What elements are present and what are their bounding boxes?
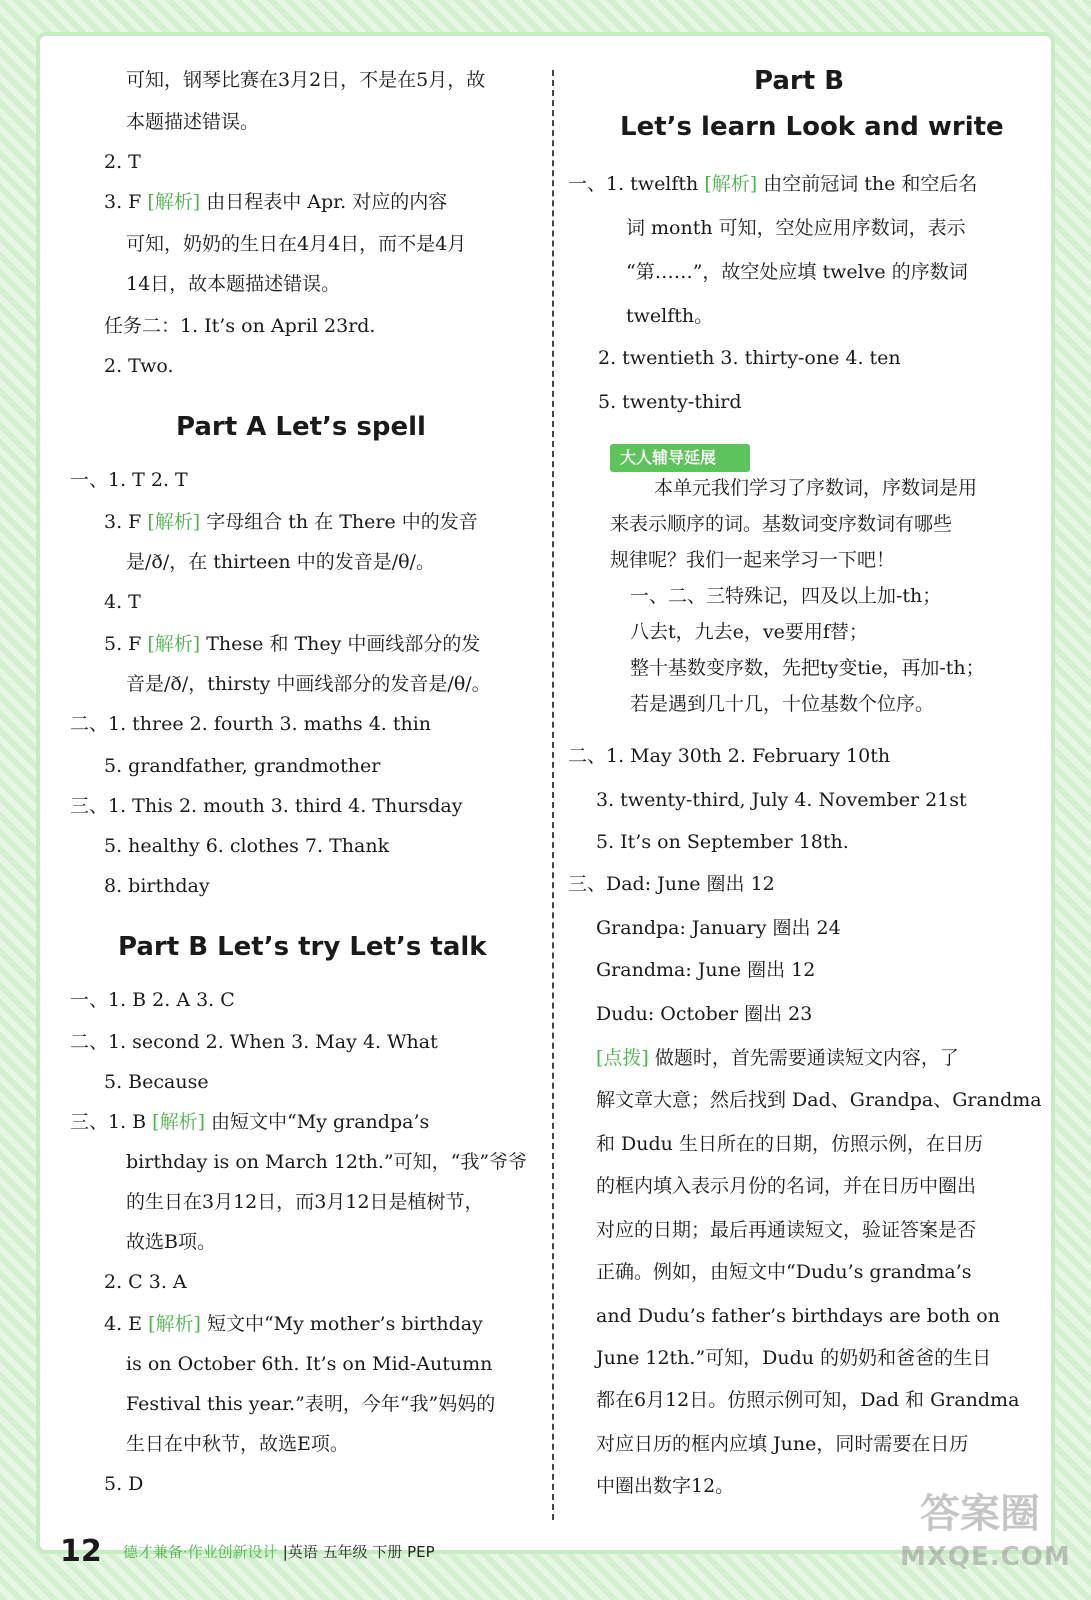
right-answer-line: 中圈出数字12。	[596, 1475, 735, 1497]
left-answer-line: 一、1. B 2. A 3. C	[70, 989, 235, 1011]
page-number: 12	[60, 1534, 102, 1569]
right-answer-line: June 12th.”可知，Dudu 的奶奶和爸爸的生日	[596, 1347, 992, 1369]
right-answer-line: 2. twentieth 3. thirty-one 4. ten	[598, 347, 901, 369]
right-answer-line: 5. It’s on September 18th.	[596, 831, 849, 853]
right-answer-line: 对应的日期；最后再通读短文，验证答案是否	[596, 1219, 977, 1241]
left-answer-line: 8. birthday	[104, 875, 210, 897]
right-heading: Part B	[754, 66, 845, 96]
right-answer-line: 本单元我们学习了序数词，序数词是用	[654, 477, 978, 499]
left-answer-line: 任务二：1. It’s on April 23rd.	[104, 315, 376, 337]
right-answer-line: 的框内填入表示月份的名词，并在日历中圈出	[596, 1175, 977, 1197]
left-heading: Part A Let’s spell	[176, 412, 426, 442]
left-answer-line: 二、1. second 2. When 3. May 4. What	[70, 1031, 438, 1053]
left-answer-line: 2. T	[104, 151, 141, 173]
right-answer-line: 和 Dudu 生日所在的日期，仿照示例，在日历	[596, 1133, 983, 1155]
right-answer-line: 都在6月12日。仿照示例可知，Dad 和 Grandma	[596, 1389, 1020, 1411]
left-answer-line: 是/ð/，在 thirteen 中的发音是/θ/。	[126, 551, 435, 573]
right-answer-line: twelfth。	[626, 305, 714, 327]
analysis-tag: [点拨]	[596, 1047, 649, 1069]
column-divider	[552, 70, 554, 1520]
right-answer-line: 规律呢？我们一起来学习一下吧！	[610, 549, 896, 571]
right-answer-line: Dudu: October 圈出 23	[596, 1003, 813, 1025]
right-heading: Let’s learn Look and write	[620, 112, 1004, 142]
left-answer-line: 的生日在3月12日，而3月12日是植树节，	[126, 1191, 484, 1213]
left-answer-line: Festival this year.”表明，今年“我”妈妈的	[126, 1393, 496, 1415]
left-answer-line: birthday is on March 12th.”可知，“我”爷爷	[126, 1151, 528, 1173]
watermark-text: 答案圈	[920, 1491, 1040, 1537]
analysis-tag: [解析]	[152, 1111, 205, 1133]
left-answer-line: is on October 6th. It’s on Mid-Autumn	[126, 1353, 493, 1375]
right-answer-line: 二、1. May 30th 2. February 10th	[568, 745, 891, 767]
analysis-tag: [解析]	[148, 1313, 201, 1335]
right-answer-line: Grandpa: January 圈出 24	[596, 917, 841, 939]
left-heading: Part B Let’s try Let’s talk	[118, 932, 487, 962]
left-answer-line: 2. Two.	[104, 355, 174, 377]
left-answer-line: 3. F [解析] 字母组合 th 在 There 中的发音	[104, 511, 478, 533]
left-answer-line: 3. F [解析] 由日程表中 Apr. 对应的内容	[104, 191, 448, 213]
footer-course: |英语 五年级 下册 PEP	[282, 1543, 435, 1561]
right-answer-line: 一、二、三特殊记，四及以上加-th；	[630, 585, 942, 607]
left-answer-line: 5. D	[104, 1473, 144, 1495]
left-answer-line: 4. E [解析] 短文中“My mother’s birthday	[104, 1313, 483, 1335]
tutor-extension-badge: 大人辅导延展	[610, 444, 750, 472]
right-answer-line: 一、1. twelfth [解析] 由空前冠词 the 和空后名	[568, 173, 978, 195]
watermark-url: MXQE.COM	[900, 1542, 1071, 1572]
right-answer-line: 词 month 可知，空处应用序数词，表示	[626, 217, 966, 239]
right-answer-line: and Dudu’s father’s birthdays are both on	[596, 1305, 1000, 1327]
right-answer-line: 若是遇到几十几，十位基数个位序。	[630, 693, 935, 715]
right-answer-line: 来表示顺序的词。基数词变序数词有哪些	[610, 513, 953, 535]
right-answer-line: 正确。例如，由短文中“Dudu’s grandma’s	[596, 1261, 972, 1283]
left-answer-line: 5. healthy 6. clothes 7. Thank	[104, 835, 390, 857]
right-answer-line: 解文章大意；然后找到 Dad、Grandpa、Grandma	[596, 1089, 1042, 1111]
left-answer-line: 本题描述错误。	[126, 111, 260, 133]
left-answer-line: 5. F [解析] These 和 They 中画线部分的发	[104, 633, 481, 655]
left-answer-line: 4. T	[104, 591, 141, 613]
left-answer-line: 二、1. three 2. fourth 3. maths 4. thin	[70, 713, 432, 735]
left-answer-line: 三、1. B [解析] 由短文中“My grandpa’s	[70, 1111, 430, 1133]
left-answer-line: 音是/ð/，thirsty 中画线部分的发音是/θ/。	[126, 673, 491, 695]
left-answer-line: 生日在中秋节，故选E项。	[126, 1433, 349, 1455]
right-answer-line: 三、Dad: June 圈出 12	[568, 873, 775, 895]
right-answer-line: “第……”，故空处应填 twelve 的序数词	[626, 261, 968, 283]
footer-brand: 德才兼备·作业创新设计	[122, 1543, 278, 1561]
left-answer-line: 14日，故本题描述错误。	[126, 273, 341, 295]
right-answer-line: 3. twenty-third, July 4. November 21st	[596, 789, 967, 811]
analysis-tag: [解析]	[704, 173, 758, 195]
page-footer	[60, 1534, 435, 1569]
watermark-logo	[900, 1488, 1071, 1584]
left-answer-line: 5. grandfather, grandmother	[104, 755, 381, 777]
analysis-tag: [解析]	[147, 633, 201, 655]
analysis-tag: [解析]	[147, 511, 201, 533]
left-answer-line: 5. Because	[104, 1071, 209, 1093]
right-answer-line: 八去t，九去e，ve要用f替；	[630, 621, 868, 643]
analysis-tag: [解析]	[147, 191, 201, 213]
right-answer-line: [点拨] 做题时，首先需要通读短文内容，了	[596, 1047, 959, 1069]
left-answer-line: 故选B项。	[126, 1231, 216, 1253]
left-answer-line: 三、1. This 2. mouth 3. third 4. Thursday	[70, 795, 463, 817]
right-answer-line: 5. twenty-third	[598, 391, 742, 413]
left-answer-line: 可知，奶奶的生日在4月4日，而不是4月	[126, 233, 467, 255]
left-answer-line: 2. C 3. A	[104, 1271, 187, 1293]
right-answer-line: 对应日历的框内应填 June，同时需要在日历	[596, 1433, 969, 1455]
left-answer-line: 可知，钢琴比赛在3月2日，不是在5月，故	[126, 69, 486, 91]
left-answer-line: 一、1. T 2. T	[70, 469, 188, 491]
right-answer-line: Grandma: June 圈出 12	[596, 959, 816, 981]
right-answer-line: 整十基数变序数，先把ty变tie，再加-th；	[630, 657, 985, 679]
